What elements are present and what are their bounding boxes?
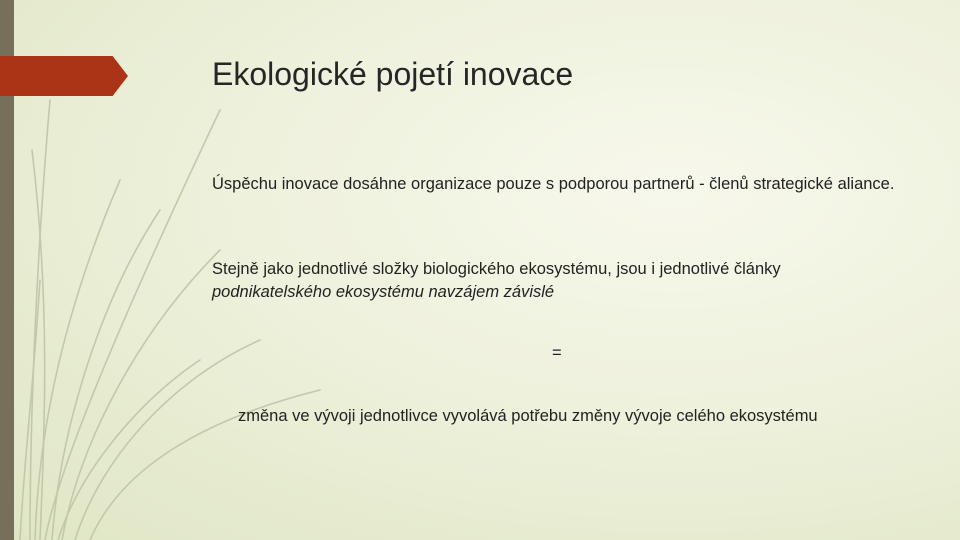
paragraph-ecosystem-analogy (212, 258, 912, 304)
equals-sign: = (552, 344, 562, 362)
title-accent-arrow (0, 56, 128, 96)
paragraph-strategic-alliance: Úspěchu inovace dosáhne organizace pouze s podporou partnerů - členů strategické aliance. (212, 175, 895, 193)
conclusion-statement: změna ve vývoji jednotlivce vyvolává potřebu změny vývoje celého ekosystému (238, 407, 818, 425)
paragraph-ecosystem-analogy-italic: podnikatelského ekosystému navzájem závislé (212, 283, 555, 301)
paragraph-ecosystem-analogy-text: Stejně jako jednotlivé složky biologického ekosystému, jsou i jednotlivé články (212, 260, 781, 278)
slide-title: Ekologické pojetí inovace (212, 56, 574, 92)
